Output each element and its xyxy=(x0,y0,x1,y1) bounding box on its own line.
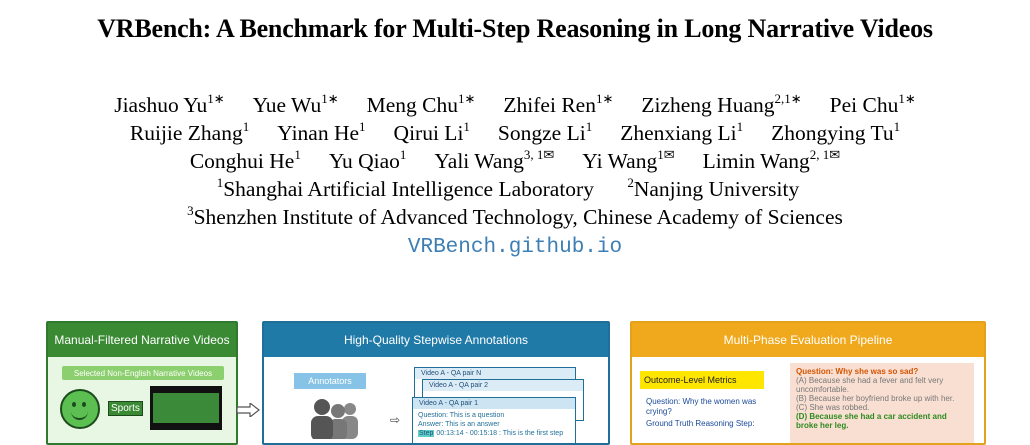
author-affil-sup: 1 xyxy=(242,119,250,134)
authors-line-3 xyxy=(0,149,1030,174)
author xyxy=(190,149,301,174)
author-affil-sup: 2, 1✉ xyxy=(809,147,841,162)
author-name: Yue Wu xyxy=(252,93,322,117)
paper-title: VRBench: A Benchmark for Multi-Step Reasoning in Long Narrative Videos xyxy=(97,14,933,43)
mcq-box: Question: Why she was so sad? (A) Because she had a fever and felt very uncomfortable. (B) Because her boyfriend broke up with her. (C) She was robbed. (D) Because she had a car accident and broke her leg. xyxy=(790,363,974,445)
author-affil-sup: 1 xyxy=(463,119,470,134)
authors-line-1 xyxy=(0,93,1030,118)
author xyxy=(620,121,743,146)
author-affil-sup: 1✉ xyxy=(657,147,675,162)
affiliations-line-1 xyxy=(0,177,1030,202)
author-affil-sup: 1 xyxy=(893,119,901,134)
arrow-right-icon: ⇨ xyxy=(390,413,401,427)
qa-card: Video A - QA pair 1 Question: This is a question Answer: This is an answer Step 00:13:14 - 00:15:18 : This is the first step xyxy=(412,397,576,445)
author xyxy=(771,121,900,146)
affiliation: Shanghai Artificial Intelligence Laboratory xyxy=(223,177,594,201)
annotators-icon xyxy=(308,399,368,439)
author xyxy=(130,121,249,146)
author-name: Jiashuo Yu xyxy=(114,93,208,117)
author xyxy=(329,149,407,174)
panel-evaluation-pipeline xyxy=(630,321,986,445)
author-name: Songze Li xyxy=(497,121,586,145)
metrics-label: Outcome-Level Metrics xyxy=(640,371,764,389)
author-name: Zhifei Ren xyxy=(503,93,596,117)
affiliation: Nanjing University xyxy=(633,177,800,201)
genre-label: Sports xyxy=(108,401,143,416)
author-affil-sup: 1∗ xyxy=(898,91,916,106)
affil-sup: 1 xyxy=(216,175,224,190)
author xyxy=(830,93,916,118)
author xyxy=(367,93,476,118)
author-affil-sup: 1 xyxy=(399,147,407,162)
author-affil-sup: 1 xyxy=(359,119,366,134)
authors-line-2 xyxy=(0,121,1030,146)
author-affil-sup: 1 xyxy=(736,119,744,134)
author-name: Qirui Li xyxy=(393,121,464,145)
panel-narrative-videos xyxy=(46,321,238,445)
author-affil-sup: 1 xyxy=(294,147,301,162)
author-affil-sup: 1∗ xyxy=(595,91,614,106)
author-name: Zhenxiang Li xyxy=(620,121,737,145)
author-affil-sup: 2,1∗ xyxy=(774,91,802,106)
affiliation: Shenzhen Institute of Advanced Technology, Chinese Academy of Sciences xyxy=(193,205,843,229)
panel-title: High-Quality Stepwise Annotations xyxy=(264,323,608,357)
author-name: Conghui He xyxy=(189,149,295,173)
author-name: Yinan He xyxy=(277,121,360,145)
author-name: Yali Wang xyxy=(434,149,524,173)
step-label: Step xyxy=(419,430,434,437)
author-affil-sup: 1∗ xyxy=(207,91,225,106)
author-name: Zizheng Huang xyxy=(641,93,775,117)
affil-sup: 3 xyxy=(187,203,194,218)
author-affil-sup: 1 xyxy=(585,119,593,134)
annotators-tag: Annotators xyxy=(294,373,366,389)
author xyxy=(498,121,592,146)
author-affil-sup: 3, 1✉ xyxy=(523,147,555,162)
author xyxy=(114,93,224,118)
arrow-right-icon xyxy=(236,403,260,417)
panel-stepwise-annotations xyxy=(262,321,610,445)
qa-card: Video A - QA pair 2 xyxy=(422,379,584,421)
qa-answer: Answer: This is an answer xyxy=(418,421,500,428)
smiley-icon xyxy=(60,389,100,429)
author-affil-sup: 1∗ xyxy=(458,91,476,106)
film-strip-icon xyxy=(150,386,222,430)
qa-question: Question: This is a question xyxy=(418,412,505,419)
author-name: Meng Chu xyxy=(366,93,458,117)
author-name: Yu Qiao xyxy=(328,149,400,173)
project-link[interactable]: VRBench.github.io xyxy=(407,236,623,259)
selected-videos-tag: Selected Non-English Narrative Videos xyxy=(62,366,224,380)
qa-card: Video A - QA pair N xyxy=(414,367,576,409)
author xyxy=(394,121,470,146)
author-name: Ruijie Zhang xyxy=(129,121,243,145)
author xyxy=(582,149,674,174)
author-name: Yi Wang xyxy=(582,149,658,173)
author-name: Pei Chu xyxy=(829,93,899,117)
panel-title: Manual-Filtered Narrative Videos xyxy=(48,323,236,357)
affil-sup: 2 xyxy=(627,175,634,190)
author xyxy=(277,121,365,146)
author-affil-sup: 1∗ xyxy=(321,91,339,106)
step-timestamp: 00:13:14 - 00:15:18 : This is the first step xyxy=(436,430,564,437)
author xyxy=(703,149,841,174)
author xyxy=(434,149,554,174)
outcome-question: Question: Why the women was crying? Ground Truth Reasoning Step: xyxy=(646,397,757,428)
author-name: Limin Wang xyxy=(702,149,810,173)
affiliations-line-2 xyxy=(0,205,1030,230)
author xyxy=(253,93,339,118)
author xyxy=(641,93,801,118)
panel-title: Multi-Phase Evaluation Pipeline xyxy=(632,323,984,357)
author xyxy=(503,93,613,118)
author-name: Zhongying Tu xyxy=(771,121,894,145)
